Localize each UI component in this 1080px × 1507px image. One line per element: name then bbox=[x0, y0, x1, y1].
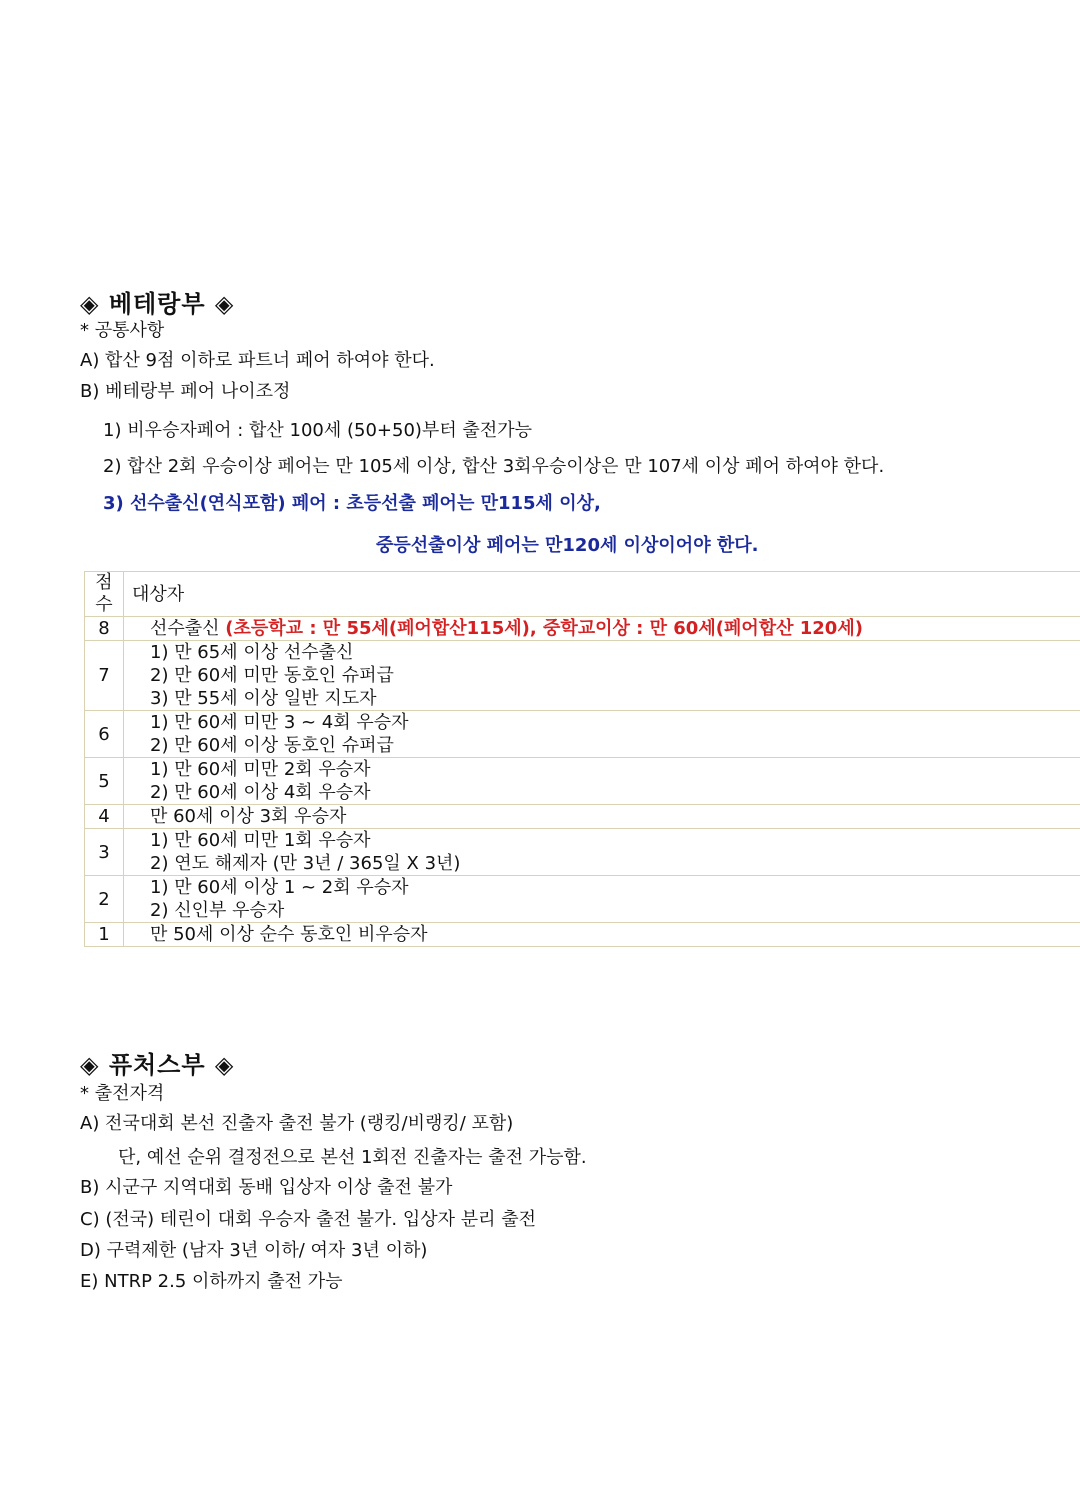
futures-rule-a-note: 단, 예선 순위 결정전으로 본선 1회전 진출자는 출전 가능함. bbox=[118, 1147, 587, 1168]
target-line: 2) 만 60세 미만 동호인 슈퍼급 bbox=[150, 665, 394, 686]
futures-title: ◈ 퓨처스부 ◈ bbox=[80, 1051, 235, 1079]
veteran-rule-a: A) 합산 9점 이하로 파트너 페어 하여야 한다. bbox=[80, 350, 435, 371]
veteran-common-label: * 공통사항 bbox=[80, 320, 165, 341]
score-header-bottom: 수 bbox=[95, 594, 113, 615]
futures-rule-c: C) (전국) 테린이 대회 우승자 출전 불가. 입상자 분리 출전 bbox=[80, 1209, 536, 1230]
target-line: 1) 만 60세 미만 3 ~ 4회 우승자 bbox=[150, 712, 409, 733]
target-line: 1) 만 60세 미만 2회 우승자 bbox=[150, 759, 371, 780]
target-cell bbox=[124, 923, 1080, 947]
table-row bbox=[85, 829, 1080, 876]
target-line: 만 60세 이상 3회 우승자 bbox=[150, 806, 347, 827]
target-header: 대상자 bbox=[124, 572, 1080, 617]
score-cell: 8 bbox=[85, 617, 124, 641]
target-line: 2) 연도 해제자 (만 3년 / 365일 X 3년) bbox=[150, 853, 461, 874]
target-highlight: (초등학교 : 만 55세(페어합산115세), 중학교이상 : 만 60세(페어합산 120세) bbox=[225, 618, 863, 639]
futures-qual-label: * 출전자격 bbox=[80, 1083, 165, 1104]
veteran-sub-3-cont: 중등선출이상 페어는 만120세 이상이어야 한다. bbox=[376, 535, 759, 556]
futures-rule-d: D) 구력제한 (남자 3년 이하/ 여자 3년 이하) bbox=[80, 1240, 428, 1261]
veteran-title: ◈ 베테랑부 ◈ bbox=[80, 290, 235, 318]
score-cell: 3 bbox=[85, 829, 124, 876]
target-line: 3) 만 55세 이상 일반 지도자 bbox=[150, 688, 377, 709]
score-cell: 7 bbox=[85, 641, 124, 711]
veteran-sub-1: 1) 비우승자페어 : 합산 100세 (50+50)부터 출전가능 bbox=[103, 420, 532, 441]
table-row bbox=[85, 805, 1080, 829]
table-row bbox=[85, 758, 1080, 805]
score-cell: 6 bbox=[85, 711, 124, 758]
target-line: 2) 신인부 우승자 bbox=[150, 900, 285, 921]
target-cell bbox=[124, 617, 1080, 641]
table-row bbox=[85, 617, 1080, 641]
target-cell bbox=[124, 876, 1080, 923]
target-line: 2) 만 60세 이상 4회 우승자 bbox=[150, 782, 371, 803]
score-cell: 1 bbox=[85, 923, 124, 947]
futures-rule-a: A) 전국대회 본선 진출자 출전 불가 (랭킹/비랭킹/ 포함) bbox=[80, 1113, 514, 1134]
table-row bbox=[85, 711, 1080, 758]
table-header-row bbox=[85, 572, 1080, 617]
score-cell: 5 bbox=[85, 758, 124, 805]
table-row bbox=[85, 641, 1080, 711]
score-header-top: 점 bbox=[95, 572, 113, 593]
target-line: 1) 만 60세 이상 1 ~ 2회 우승자 bbox=[150, 877, 409, 898]
veteran-sub-3: 3) 선수출신(연식포함) 페어 : 초등선출 페어는 만115세 이상, bbox=[103, 493, 601, 514]
target-line: 만 50세 이상 순수 동호인 비우승자 bbox=[150, 924, 428, 945]
target-line: 선수출신 bbox=[150, 618, 226, 639]
score-table bbox=[84, 571, 1080, 947]
futures-rule-e: E) NTRP 2.5 이하까지 출전 가능 bbox=[80, 1271, 343, 1292]
veteran-rule-b: B) 베테랑부 페어 나이조정 bbox=[80, 381, 291, 402]
score-cell: 2 bbox=[85, 876, 124, 923]
table-row bbox=[85, 876, 1080, 923]
target-cell bbox=[124, 758, 1080, 805]
score-cell: 4 bbox=[85, 805, 124, 829]
veteran-sub-2: 2) 합산 2회 우승이상 페어는 만 105세 이상, 합산 3회우승이상은 만 107세 이상 페어 하여야 한다. bbox=[103, 456, 885, 477]
score-header bbox=[85, 572, 124, 617]
futures-rule-b: B) 시군구 지역대회 동배 입상자 이상 출전 불가 bbox=[80, 1177, 453, 1198]
target-line: 1) 만 65세 이상 선수출신 bbox=[150, 642, 354, 663]
target-line: 1) 만 60세 미만 1회 우승자 bbox=[150, 830, 371, 851]
target-cell bbox=[124, 805, 1080, 829]
target-cell bbox=[124, 711, 1080, 758]
target-cell bbox=[124, 829, 1080, 876]
target-cell bbox=[124, 641, 1080, 711]
table-row bbox=[85, 923, 1080, 947]
target-line: 2) 만 60세 이상 동호인 슈퍼급 bbox=[150, 735, 394, 756]
